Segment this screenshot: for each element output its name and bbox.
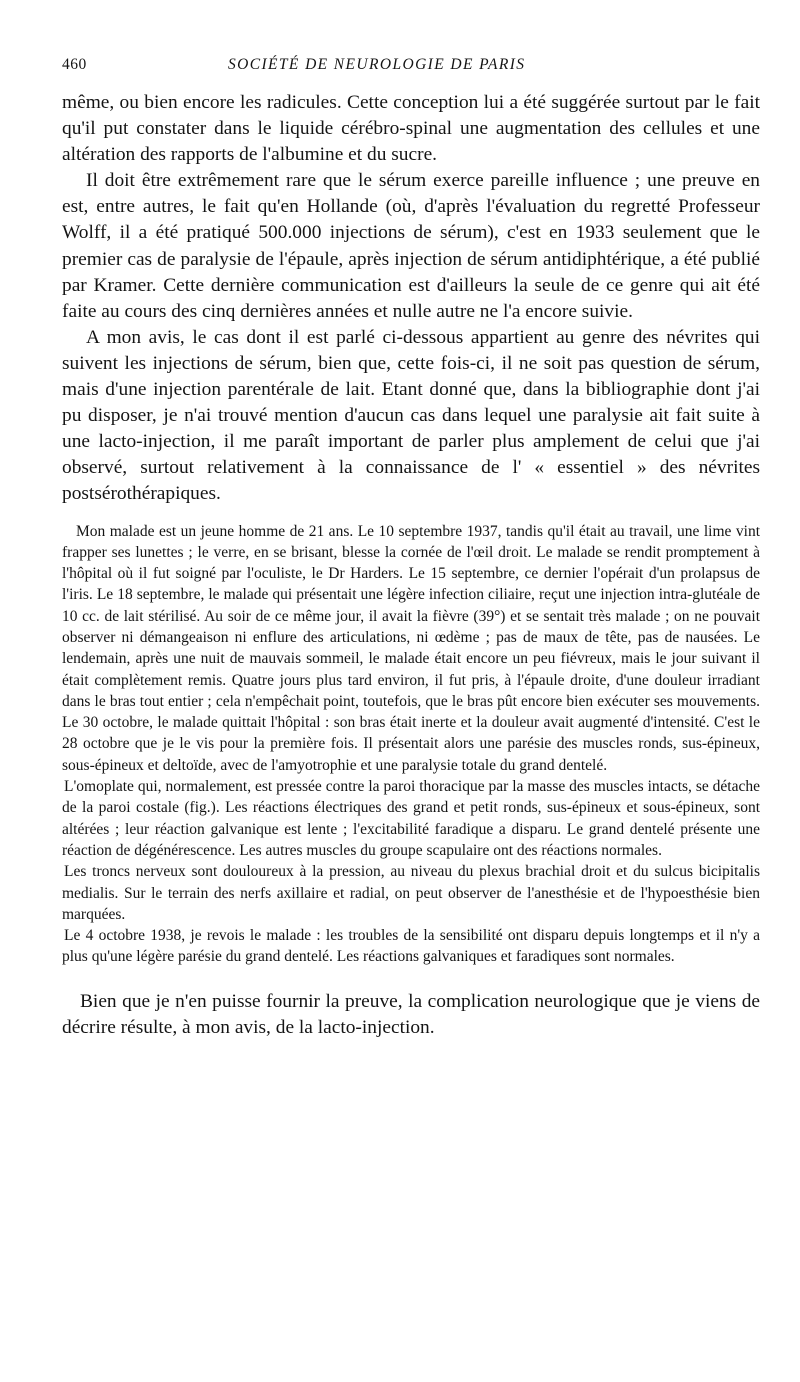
body-text bbox=[62, 90, 760, 508]
paragraph-serum-rarity: Il doit être extrêmement rare que le sérum exerce pareille influence ; une preuve en est, entre autres, le fait qu'en Hollande (où, d'après l'évaluation du regretté Professeur Wolff, il a été pratiqué 500.000 injections de sérum), c'est en 1933 seulement que le premier cas de paralysie de l'épaule, après injection de sérum antidiphtérique, a été publié par Kramer. Cette dernière communication est d'ailleurs la seule de ce genre qui ait été faite au cours des cinq dernières années et nulle autre ne l'a encore suivie. bbox=[62, 170, 760, 322]
case-observation bbox=[62, 521, 760, 968]
paragraph-continuation: même, ou bien encore les radicules. Cette conception lui a été suggérée surtout par le fait qu'il put constater dans le liquide cérébro-spinal une augmentation des cellules et une altération des rapports de l'albumine et du sucre. bbox=[62, 92, 760, 166]
page-number: 460 bbox=[62, 56, 87, 73]
observation-paragraph-followup: Le 4 octobre 1938, je revois le malade : les troubles de la sensibilité ont disparu depuis longtemps et il n'y a plus qu'une légère parésie du grand dentelé. Les réactions galvaniques et faradiques sont normales. bbox=[62, 927, 760, 966]
journal-title: SOCIÉTÉ DE NEUROLOGIE DE PARIS bbox=[228, 56, 526, 73]
conclusion bbox=[62, 989, 760, 1042]
paragraph-case-introduction: A mon avis, le cas dont il est parlé ci-dessous appartient au genre des névrites qui suivent les injections de sérum, bien que, cette fois-ci, il ne soit pas question de sérum, mais d'une injection parentérale de lait. Etant donné que, dans la bibliographie dont j'ai pu disposer, je n'ai trouvé mention d'aucun cas dans lequel une paralysie ait fait suite à une lacto-injection, il me paraît important de parler plus amplement de celui que j'ai observé, surtout relativement à la connaissance de l' « essentiel » des névrites postsérothérapiques. bbox=[62, 326, 760, 505]
running-head bbox=[62, 52, 760, 80]
observation-paragraph-nerves: Les troncs nerveux sont douloureux à la pression, au niveau du plexus brachial droit et du sulcus bicipitalis medialis. Sur le terrain des nerfs axillaire et radial, on peut observer de l'anesthésie et de l'hypoesthésie bien marquées. bbox=[62, 863, 760, 923]
observation-paragraph-scapula: L'omoplate qui, normalement, est pressée contre la paroi thoracique par la masse des muscles intacts, se détache de la paroi costale (fig.). Les réactions électriques des grand et petit ronds, sus-épineux et sous-épineux, sont altérées ; leur réaction galvanique est lente ; l'excitabilité faradique a disparu. Le grand dentelé présente une réaction de dégénérescence. Les autres muscles du groupe scapulaire ont des réactions normales. bbox=[62, 778, 760, 859]
observation-paragraph-history: Mon malade est un jeune homme de 21 ans. Le 10 septembre 1937, tandis qu'il était au travail, une lime vint frapper ses lunettes ; le verre, en se brisant, blesse la cornée de l'œil droit. Le malade se rendit promptement à l'hôpital où il fut soigné par l'oculiste, le Dr Harders. Le 15 septembre, ce dernier l'opérait d'un prolapsus de l'iris. Le 18 septembre, le malade qui présentait une légère infection ciliaire, reçut une injection intra-glutéale de 10 cc. de lait stérilisé. Au soir de ce même jour, il avait la fièvre (39°) et se sentait très malade ; on ne pouvait observer ni démangeaison ni enflure des articulations, ni œdème ; pas de maux de tête, pas de nausées. Le lendemain, après une nuit de mauvais sommeil, le malade était encore un peu fiévreux, mais le jour suivant il était complètement remis. Quatre jours plus tard environ, il fut pris, à l'épaule droite, d'une douleur irradiant dans le bras tout entier ; cela n'empêchait point, toutefois, que le bras pût encore bien exécuter ses mouvements. Le 30 octobre, le malade quittait l'hôpital : son bras était inerte et la douleur avait augmenté d'intensité. C'est le 28 octobre que je le vis pour la première fois. Il présentait alors une parésie des muscles ronds, sus-épineux, sous-épineux et deltoïde, avec de l'amyotrophie et une paralysie totale du grand dentelé. bbox=[62, 522, 760, 774]
document-page bbox=[62, 52, 760, 1042]
conclusion-paragraph: Bien que je n'en puisse fournir la preuve, la complication neurologique que je viens de décrire résulte, à mon avis, de la lacto-injection. bbox=[62, 990, 760, 1039]
